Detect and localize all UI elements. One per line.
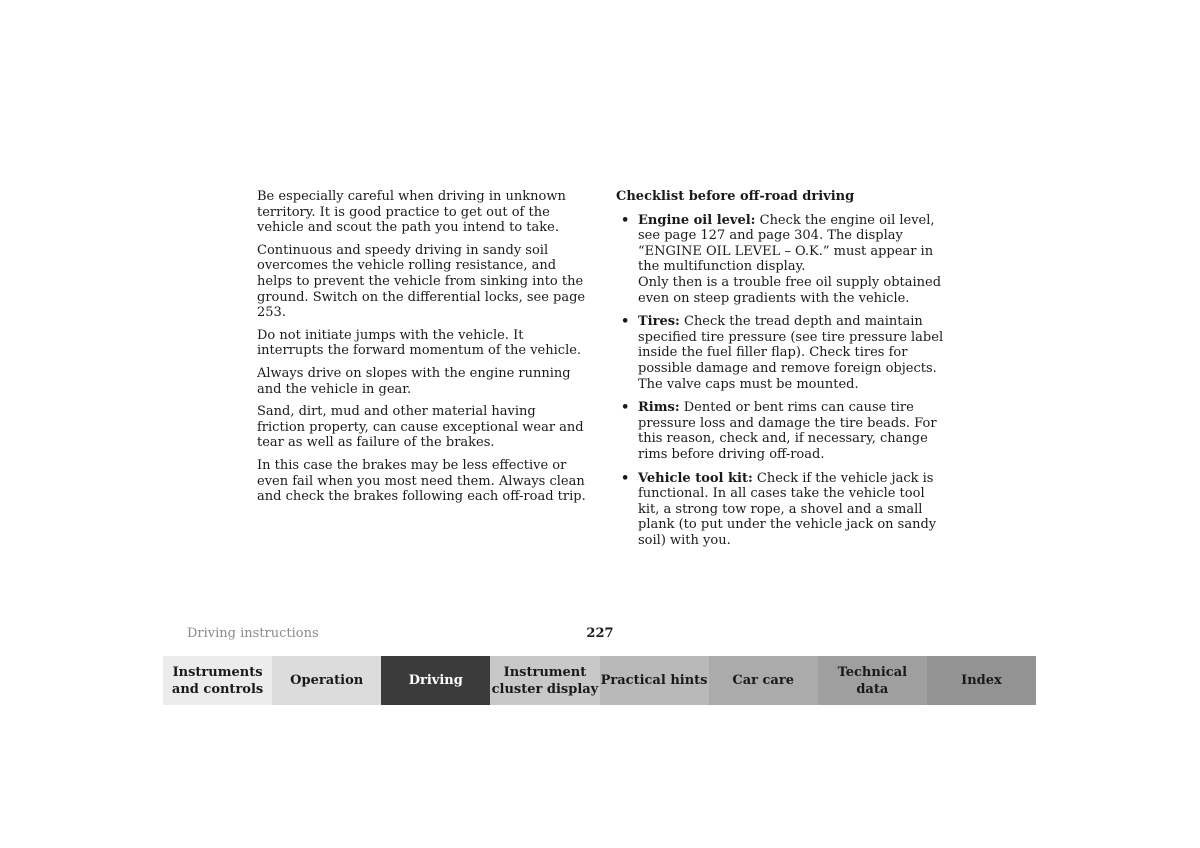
item-text: Dented or bent rims can cause tire pressure loss and damage the tire beads. For this reason, check and, if necessary, change rims before driving off-road.	[638, 400, 937, 462]
checklist	[616, 213, 946, 549]
item-text: Check if the vehicle jack is functional. In all cases take the vehicle tool kit, a strong tow rope, a shovel and a small plank (to put under the vehicle jack on sandy soil) with you.	[638, 470, 937, 548]
paragraph: Continuous and speedy driving in sandy soil overcomes the vehicle rolling resistance, and helps to prevent the vehicle from sinking into the ground. Switch on the differential locks, see page 253.	[257, 242, 586, 321]
item-extra: Only then is a trouble free oil supply obtained even on steep gradients with the vehicle.	[638, 274, 942, 306]
tab-car-care[interactable]: Car care	[709, 656, 818, 705]
paragraph: Be especially careful when driving in unknown territory. It is good practice to get out of the vehicle and scout the path you intend to take.	[257, 189, 566, 236]
item-lead: Engine oil level:	[638, 212, 756, 228]
item-lead: Vehicle tool kit:	[638, 470, 753, 486]
paragraph: Sand, dirt, mud and other material having friction property, can cause exceptional wear and tear as well as failure of the brakes.	[257, 404, 584, 451]
section-tab-bar	[163, 656, 1036, 705]
list-item	[616, 400, 946, 462]
list-item	[616, 471, 946, 549]
tab-index[interactable]: Index	[927, 656, 1036, 705]
item-lead: Rims:	[638, 400, 680, 416]
tab-instruments-and-controls[interactable]: Instruments and controls	[163, 656, 272, 705]
page-number: 227	[586, 626, 614, 641]
right-column	[616, 189, 946, 556]
left-column	[257, 189, 587, 512]
tab-instrument-cluster-display[interactable]: Instrument cluster display	[490, 656, 599, 705]
section-title: Driving instructions	[187, 626, 319, 641]
tab-operation[interactable]: Operation	[272, 656, 381, 705]
tab-driving[interactable]: Driving	[381, 656, 490, 705]
paragraph: In this case the brakes may be less effective or even fail when you most need them. Always clean and check the brakes following each off-road trip.	[257, 457, 586, 505]
list-item	[616, 213, 946, 307]
tab-practical-hints[interactable]: Practical hints	[600, 656, 709, 705]
checklist-title: Checklist before off-road driving	[616, 189, 855, 204]
list-item	[616, 314, 946, 392]
paragraph: Do not initiate jumps with the vehicle. It interrupts the forward momentum of the vehicle.	[257, 327, 582, 359]
item-text: Check the engine oil level, see page 127 and page 304. The display “ENGINE OIL LEVEL – O.K.” must appear in the multifunction display.	[638, 212, 935, 275]
paragraph: Always drive on slopes with the engine running and the vehicle in gear.	[257, 365, 571, 397]
tab-technical-data[interactable]: Technical data	[818, 656, 927, 705]
item-text: Check the tread depth and maintain specified tire pressure (see tire pressure label inside the fuel filler flap). Check tires for possible damage and remove foreign objects. The valve caps must be mounted.	[638, 314, 944, 392]
item-lead: Tires:	[638, 314, 680, 330]
